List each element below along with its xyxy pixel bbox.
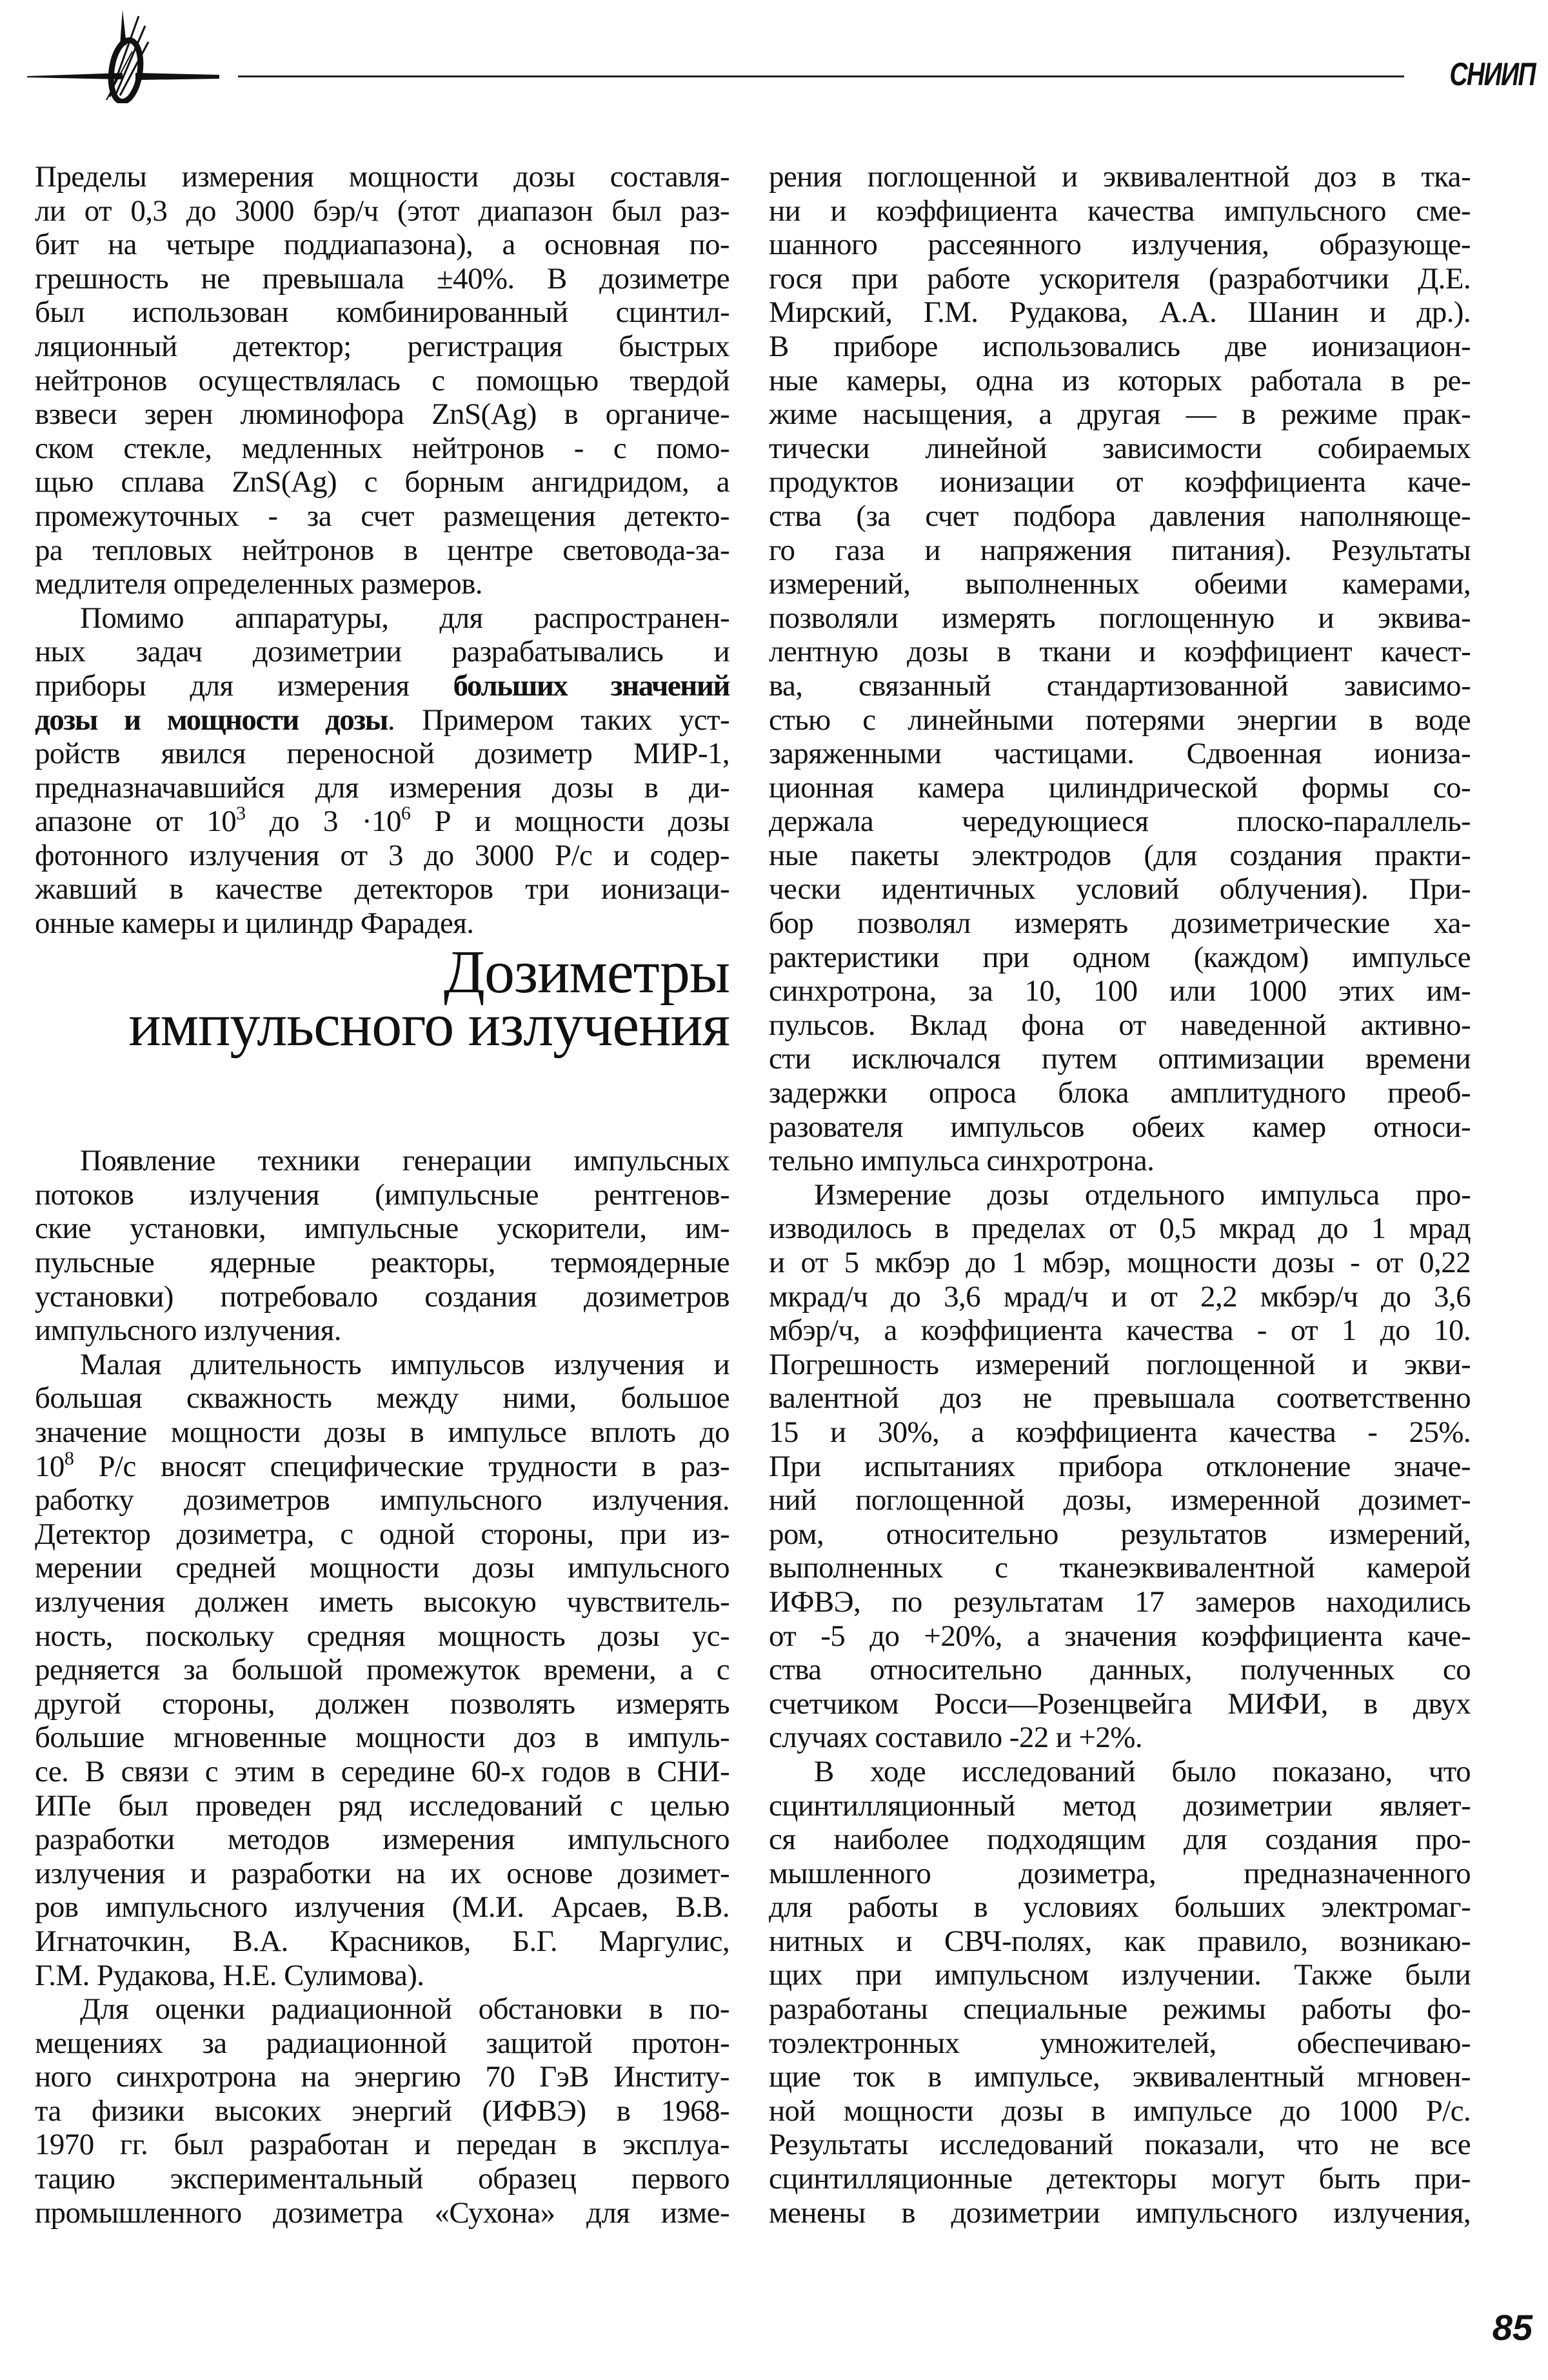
- left-column-text-before-heading: [35, 160, 729, 941]
- text-line: мышленного дозиметра, предназначенного: [769, 1856, 1471, 1890]
- text-line: ра тепловых нейтронов в центре световода-за-: [35, 533, 729, 567]
- text-line: лентную дозы в ткани и коэффициент качест-: [769, 635, 1471, 669]
- text-line: излучения должен иметь высокую чувствитель-: [35, 1585, 729, 1619]
- text-line: сти исключался путем оптимизации времени: [769, 1042, 1471, 1076]
- text-line: ционная камера цилиндрической формы со-: [769, 770, 1471, 805]
- header-rule: [238, 75, 1404, 77]
- text-line: ных задач дозиметрии разрабатывались и: [35, 635, 729, 669]
- text-line: и от 5 мкбэр до 1 мбэр, мощности дозы - от 0,22: [769, 1246, 1471, 1279]
- paragraph: [769, 160, 1471, 1178]
- text-line: ний поглощенной дозы, измеренной дозимет-: [769, 1483, 1471, 1517]
- text-run: Р/с вносят специфические трудности в раз-: [74, 1449, 729, 1483]
- text-line: Измерение дозы отдельного импульса про-: [814, 1177, 1471, 1212]
- text-run: Р и мощности дозы: [410, 805, 729, 839]
- section-heading-line: импульсного излучения: [128, 991, 729, 1059]
- text-line: [35, 669, 729, 703]
- text-line: грешность не превышала ±40%. В дозиметре: [35, 261, 729, 295]
- text-line: В ходе исследований было показано, что: [814, 1754, 1471, 1788]
- text-line: ляционный детектор; регистрация быстрых: [35, 329, 729, 363]
- text-line: счетчиком Росси—Розенцвейга МИФИ, в двух: [769, 1686, 1471, 1721]
- text-line: пульсов. Вклад фона от наведенной активно-: [769, 1008, 1471, 1042]
- text-line: ские установки, импульсные ускорители, им-: [35, 1212, 729, 1246]
- text-run: . Примером таких уст-: [387, 703, 729, 737]
- text-line: пульсные ядерные реакторы, термоядерные: [35, 1246, 729, 1280]
- text-line: бор позволял измерять дозиметрические ха-: [769, 906, 1471, 941]
- text-line: гося при работе ускорителя (разработчики Д.Е.: [769, 261, 1471, 295]
- text-line: измерений, выполненных обеими камерами,: [769, 567, 1471, 601]
- text-line: бит на четыре поддиапазона), а основная по-: [35, 228, 729, 262]
- text-line: Детектор дозиметра, с одной стороны, при из-: [35, 1517, 729, 1551]
- text-line: Появление техники генерации импульсных: [80, 1144, 729, 1178]
- text-line: менены в дозиметрии импульсного излучения,: [769, 2195, 1471, 2230]
- text-line: Для оценки радиационной обстановки в по-: [80, 1992, 729, 2026]
- text-line: редняется за большой промежуток времени, а с: [35, 1653, 729, 1687]
- text-line: Мирский, Г.М. Рудакова, А.А. Шанин и др.).: [769, 295, 1471, 330]
- text-line: синхротрона, за 10, 100 или 1000 этих им-: [769, 974, 1471, 1008]
- left-column-text-after-heading: [35, 1144, 729, 2230]
- text-line: сцинтилляционный метод дозиметрии являет-: [769, 1788, 1471, 1823]
- section-heading-line: Дозиметры: [443, 938, 729, 1006]
- text-line: мерении средней мощности дозы импульсного: [35, 1551, 729, 1585]
- text-line: [35, 805, 729, 839]
- text-line: Помимо аппаратуры, для распространен-: [80, 601, 729, 635]
- text-line: стью с линейными потерями энергии в воде: [769, 703, 1471, 737]
- text-run: до 3 ·10: [245, 805, 401, 839]
- text-line: ства относительно данных, полученных со: [769, 1653, 1471, 1687]
- text-line: онные камеры и цилиндр Фарадея.: [35, 906, 474, 941]
- text-line: работку дозиметров импульсного излучения.: [35, 1483, 729, 1517]
- text-line: ром, относительно результатов измерений,: [769, 1517, 1471, 1551]
- text-line: разработки методов измерения импульсного: [35, 1823, 729, 1857]
- text-line: Игнаточкин, В.А. Красников, Б.Г. Маргулис,: [35, 1924, 729, 1958]
- text-line: разработаны специальные режимы работы фо-: [769, 1992, 1471, 2026]
- text-line: ства (за счет подбора давления наполняюще-: [769, 499, 1471, 533]
- text-line: промышленного дозиметра «Сухона» для изме-: [35, 2195, 729, 2230]
- text-line: мкрад/ч до 3,6 мрад/ч и от 2,2 мкбэр/ч до 3,6: [769, 1279, 1471, 1314]
- text-line: щих при импульсном излучении. Также были: [769, 1958, 1471, 1992]
- text-line: значение мощности дозы в импульсе вплоть до: [35, 1415, 729, 1449]
- text-line: ность, поскольку средняя мощность дозы ус-: [35, 1619, 729, 1653]
- text-line: тоэлектронных умножителей, обеспечиваю-: [769, 2026, 1471, 2060]
- text-line: импульсного излучения.: [35, 1314, 341, 1348]
- text-line: тически линейной зависимости собираемых: [769, 431, 1471, 465]
- text-line: нейтронов осуществлялась с помощью твердой: [35, 363, 729, 397]
- text-line: Г.М. Рудакова, Н.Е. Сулимова).: [35, 1958, 424, 1992]
- paragraph: [35, 1992, 729, 2230]
- paragraph: [35, 601, 729, 941]
- text-line: большие мгновенные мощности доз в импуль-: [35, 1721, 729, 1755]
- text-line: [35, 1447, 729, 1484]
- text-line: ные пакеты электродов (для создания практи-: [769, 838, 1471, 872]
- text-line: рактеристики при одном (каждом) импульсе: [769, 940, 1471, 974]
- text-line: позволяли измерять поглощенную и эквива-: [769, 601, 1471, 635]
- text-line: нитных и СВЧ-полях, как правило, возникаю-: [769, 1924, 1471, 1958]
- right-column: [769, 160, 1471, 2230]
- superscript-exponent: 3: [236, 803, 246, 825]
- text-line: разователя импульсов обеих камер относи-: [769, 1110, 1471, 1144]
- text-line: та физики высоких энергий (ИФВЭ) в 1968-: [35, 2094, 729, 2128]
- bold-emphasis: дозы и мощности дозы: [35, 703, 388, 737]
- text-line: се. В связи с этим в середине 60-х годов в СНИ-: [35, 1754, 729, 1788]
- text-line: ва, связанный стандартизованной зависимо-: [769, 668, 1471, 703]
- paragraph: [769, 1755, 1471, 2230]
- text-line: шанного рассеянного излучения, образующе-: [769, 228, 1471, 262]
- text-line: заряженными частицами. Сдвоенная иониза-: [769, 737, 1471, 771]
- text-line: предназначавшийся для измерения дозы в ди-: [35, 770, 729, 805]
- text-line: мещениях за радиационной защитой протон-: [35, 2026, 729, 2060]
- text-line: [35, 703, 729, 737]
- text-line: 15 и 30%, а коэффициента качества - 25%.: [769, 1415, 1471, 1449]
- text-line: держала чередующиеся плоско-параллель-: [769, 805, 1471, 839]
- text-line: Пределы измерения мощности дозы составля-: [35, 160, 729, 194]
- text-line: При испытаниях прибора отклонение значе-: [769, 1449, 1471, 1483]
- atom-orbit-logo-icon: [26, 6, 232, 103]
- text-line: ройств явился переносной дозиметр МИР-1,: [35, 737, 729, 771]
- text-line: В приборе использовались две ионизацион-: [769, 329, 1471, 363]
- text-line: чески идентичных условий облучения). При-: [769, 872, 1471, 906]
- text-line: валентной доз не превышала соответственно: [769, 1381, 1471, 1415]
- left-column: [35, 160, 729, 2230]
- text-line: 1970 гг. был разработан и передан в эксплуа-: [35, 2128, 729, 2162]
- running-head: СНИИП: [1449, 56, 1535, 92]
- superscript-exponent: 8: [64, 1447, 74, 1469]
- text-line: Малая длительность импульсов излучения и: [80, 1347, 729, 1381]
- page-number: 85: [1492, 2307, 1533, 2348]
- text-line: ИПе был проведен ряд исследований с целью: [35, 1788, 729, 1823]
- text-line: продуктов ионизации от коэффициента каче-: [769, 465, 1471, 499]
- text-line: ском стекле, медленных нейтронов - с помо-: [35, 431, 729, 465]
- text-line: Погрешность измерений поглощенной и экви-: [769, 1347, 1471, 1381]
- text-line: ли от 0,3 до 3000 бэр/ч (этот диапазон был раз-: [35, 194, 729, 228]
- text-line: ров импульсного излучения (М.И. Арсаев, В.В.: [35, 1890, 729, 1925]
- text-line: излучения и разработки на их основе дозимет-: [35, 1856, 729, 1890]
- text-line: ные камеры, одна из которых работала в ре-: [769, 363, 1471, 397]
- text-line: задержки опроса блока амплитудного преоб-: [769, 1076, 1471, 1110]
- text-line: ни и коэффициента качества импульсного сме-: [769, 194, 1471, 228]
- text-line: ной мощности дозы в импульсе до 1000 Р/с.: [769, 2094, 1471, 2128]
- text-run: 10: [35, 1449, 64, 1483]
- text-line: установки) потребовало создания дозиметров: [35, 1279, 729, 1314]
- text-line: рения поглощенной и эквивалентной доз в тка-: [769, 160, 1471, 194]
- text-line: промежуточных - за счет размещения детекто-: [35, 499, 729, 533]
- text-run: апазоне от 10: [35, 805, 237, 839]
- text-line: случаях составило -22 и +2%.: [769, 1721, 1143, 1755]
- paragraph: [35, 160, 729, 601]
- paragraph: [35, 1144, 729, 1348]
- paragraph: [769, 1178, 1471, 1755]
- text-line: выполненных с тканеэквивалентной камерой: [769, 1551, 1471, 1585]
- text-line: сцинтилляционные детекторы могут быть при-: [769, 2162, 1471, 2196]
- section-heading: [35, 938, 729, 1145]
- text-line: мбэр/ч, а коэффициента качества - от 1 до 10.: [769, 1314, 1471, 1348]
- text-line: щью сплава ZnS(Ag) с борным ангидридом, а: [35, 465, 729, 499]
- text-line: щие ток в импульсе, эквивалентный мгновен-: [769, 2060, 1471, 2094]
- text-line: Результаты исследований показали, что не все: [769, 2128, 1471, 2162]
- text-line: изводилось в пределах от 0,5 мкрад до 1 мрад: [769, 1212, 1471, 1246]
- text-run: приборы для измерения: [35, 668, 453, 703]
- right-column-text: [769, 160, 1471, 2230]
- text-line: был использован комбинированный сцинтил-: [35, 295, 729, 330]
- text-line: другой стороны, должен позволять измерять: [35, 1686, 729, 1721]
- text-line: жиме насыщения, а другая — в режиме прак-: [769, 397, 1471, 432]
- text-line: тацию экспериментальный образец первого: [35, 2162, 729, 2196]
- text-line: ИФВЭ, по результатам 17 замеров находились: [769, 1585, 1471, 1619]
- text-line: ного синхротрона на энергию 70 ГэВ Институ-: [35, 2060, 729, 2094]
- text-line: потоков излучения (импульсные рентгенов-: [35, 1177, 729, 1212]
- text-line: взвеси зерен люминофора ZnS(Ag) в органиче-: [35, 397, 729, 432]
- text-line: ся наиболее подходящим для создания про-: [769, 1823, 1471, 1857]
- text-line: фотонного излучения от 3 до 3000 Р/с и содер-: [35, 838, 729, 872]
- text-line: большая скважность между ними, большое: [35, 1381, 729, 1415]
- text-line: медлителя определенных размеров.: [35, 567, 482, 601]
- text-line: для работы в условиях больших электромаг-: [769, 1890, 1471, 1925]
- text-line: тельно импульса синхротрона.: [769, 1144, 1155, 1178]
- text-line: жавший в качестве детекторов три ионизаци-: [35, 872, 729, 906]
- paragraph: [35, 1348, 729, 1992]
- bold-emphasis: больших значений: [453, 668, 729, 703]
- text-line: от -5 до +20%, а значения коэффициента каче-: [769, 1619, 1471, 1653]
- text-line: го газа и напряжения питания). Результаты: [769, 533, 1471, 567]
- superscript-exponent: 6: [401, 803, 411, 825]
